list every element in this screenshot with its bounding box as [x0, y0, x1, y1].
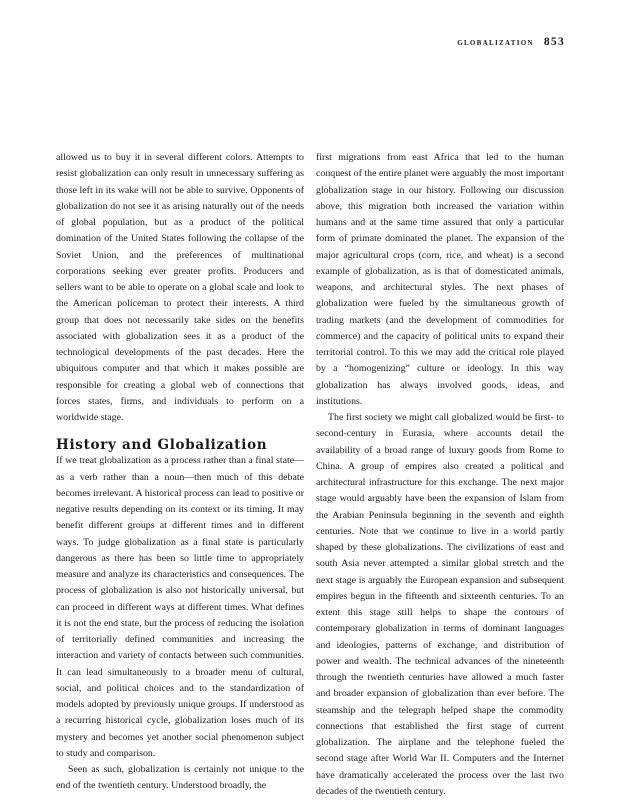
running-head [457, 36, 565, 48]
right-paragraph-1: first migrations from east Africa that led to the human conquest of the entire planet were arguably the most important globalization stage in our history. Following our discussion above, this migration both increased the variation within humans and at the same time assured that only a particular form of primate dominated the planet. The expansion of the major agricultural crops (corn, rice, and wheat) is a second example of globalization, as is that of domesticated animals, weapons, and architectural styles. The next phases of globalization were fueled by the simultaneous growth of trading markets (and the development of commodities for commerce) and the capacity of political units to expand their territorial control. To this we may add the critical role played by a “homogenizing” culture or ideology. In this way globalization has always involved goods, ideas, and institutions. [316, 152, 564, 407]
right-column [316, 150, 564, 800]
left-paragraph-2: If we treat globalization as a process rather than a final state—as a verb rather than a noun—then much of this debate becomes irrelevant. A historical process can lead to positive or negative results depending on its context or its timing. It may benefit different groups at different times and in different ways. To judge globalization as a final state is particularly dangerous as there has been so little time to appropriately measure and analyze its characteristics and consequences. The process of globalization is also not historically universal, but can proceed in different ways at different times. What defines it is not the end state, but the process of reducing the isolation of territorially defined communities and increasing the interaction and variety of contacts between such communities. It can lead simultaneously to a broader menu of cultural, social, and political choices and to the standardization of models adopted by previously unique groups. If understood as a recurring historical cycle, globalization loses much of its mystery and becomes yet another social phenomenon subject to study and comparison. [56, 455, 304, 759]
left-paragraph-1: allowed us to buy it in several different colors. Attempts to resist globalization can only result in unnecessary suffering as those left in its wake will not be able to survive. Opponents of globalization do not see it as arising naturally out of the needs of global population, but as a product of the political domination of the United States following the collapse of the Soviet Union, and the preferences of multinational corporations seeking ever greater profits. Producers and sellers want to be able to operate on a global scale and look to the American policeman to protect their interests. A third group that does not necessarily take sides on the benefits associated with globalization sees it as a product of the technological developments of the past decades. Here the ubiquitous computer and that which it makes possible are responsible for creating a global web of connections that forces states, firms, and individuals to perform on a worldwide stage. [56, 152, 304, 423]
page-number: 853 [543, 36, 565, 48]
left-column [56, 150, 304, 795]
running-head-title: globalization [457, 37, 534, 48]
left-paragraph-3: Seen as such, globalization is certainly not unique to the end of the twentieth century. Understood broadly, the [56, 764, 304, 792]
right-paragraph-2: The first society we might call globalized would be first- to second-century in Eurasia, where accounts detail the availability of a broad range of luxury goods from Rome to China. A group of empires also created a political and architectural infrastructure for this exchange. The next major stage would arguably have been the expansion of Islam from the Arabian Peninsula beginning in the seventh and eighth centuries. Note that we continue to live in a world partly shaped by these globalizations. The civilizations of east and south Asia never attempted a similar global stretch and the next stage is arguably the European expansion and subsequent empires begun in the fifteenth and sixteenth centuries. To an extent this stage still helps to shape the contours of contemporary globalization in terms of dominant languages and ideologies, patterns of exchange, and distribution of power and wealth. The technical advances of the nineteenth through the twentieth centuries have allowed a much faster and broader expansion of globalization than ever before. The steamship and the telegraph helped shape the commodity connections that established the first stage of current globalization. The airplane and the telephone fueled the second stage after World War II. Computers and the Internet have dramatically accelerated the process over the last two decades of the twentieth century. [316, 412, 564, 797]
section-heading: History and Globalization [56, 437, 268, 454]
